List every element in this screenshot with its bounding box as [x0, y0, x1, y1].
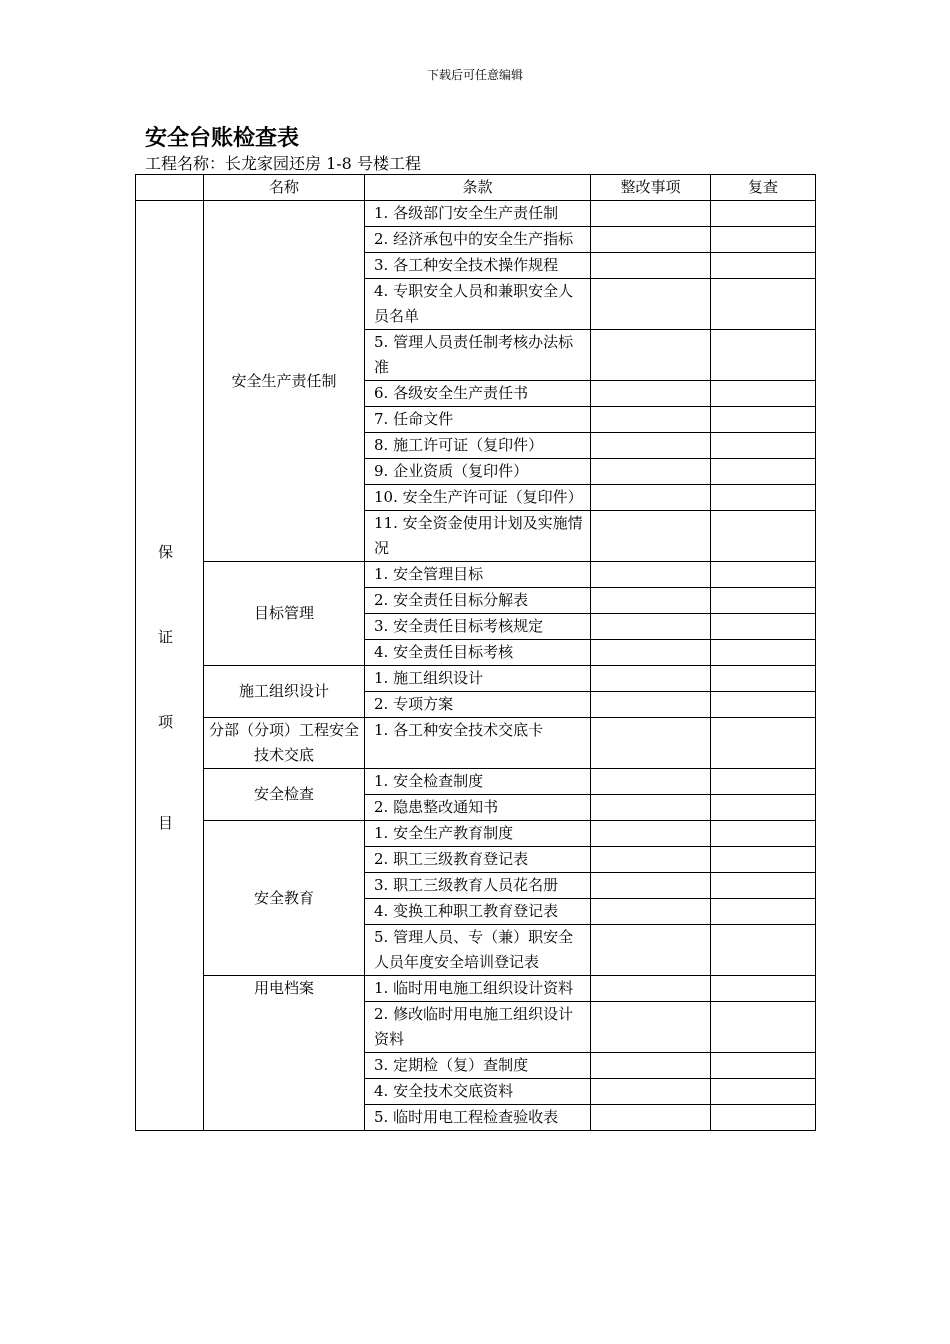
- clause-item: 1. 安全检查制度: [365, 769, 591, 795]
- name-header: 名称: [204, 175, 365, 201]
- recheck-cell[interactable]: [711, 227, 816, 253]
- recheck-cell[interactable]: [711, 1079, 816, 1105]
- clause-item: 7. 任命文件: [365, 407, 591, 433]
- rectification-cell[interactable]: [591, 459, 711, 485]
- group-name: 施工组织设计: [204, 666, 365, 718]
- clause-item: 2. 专项方案: [365, 692, 591, 718]
- rectification-cell[interactable]: [591, 899, 711, 925]
- rectification-cell[interactable]: [591, 1105, 711, 1131]
- clause-item: 2. 隐患整改通知书: [365, 795, 591, 821]
- table-row: [136, 562, 816, 588]
- clause-item: 2. 经济承包中的安全生产指标: [365, 227, 591, 253]
- clause-item: 9. 企业资质（复印件）: [365, 459, 591, 485]
- category-cell: [136, 201, 204, 1131]
- rectification-cell[interactable]: [591, 873, 711, 899]
- table-row: [136, 769, 816, 795]
- recheck-cell[interactable]: [711, 485, 816, 511]
- table-header-row: [136, 175, 816, 201]
- clause-item: 11. 安全资金使用计划及实施情况: [365, 511, 591, 562]
- rectification-cell[interactable]: [591, 640, 711, 666]
- clause-item: 2. 修改临时用电施工组织设计资料: [365, 1002, 591, 1053]
- rectification-cell[interactable]: [591, 1002, 711, 1053]
- recheck-cell[interactable]: [711, 718, 816, 769]
- recheck-cell[interactable]: [711, 640, 816, 666]
- clause-item: 1. 各工种安全技术交底卡: [365, 718, 591, 769]
- category-char: 目: [158, 814, 174, 832]
- page-title: 安全台账检查表: [145, 126, 300, 151]
- rectification-cell[interactable]: [591, 562, 711, 588]
- recheck-cell[interactable]: [711, 795, 816, 821]
- clause-item: 3. 定期检（复）查制度: [365, 1053, 591, 1079]
- clause-item: 1. 临时用电施工组织设计资料: [365, 976, 591, 1002]
- rectification-cell[interactable]: [591, 1053, 711, 1079]
- clause-item: 3. 职工三级教育人员花名册: [365, 873, 591, 899]
- rectification-cell[interactable]: [591, 692, 711, 718]
- group-name: 安全教育: [204, 821, 365, 976]
- recheck-cell[interactable]: [711, 279, 816, 330]
- clause-item: 5. 管理人员、专（兼）职安全人员年度安全培训登记表: [365, 925, 591, 976]
- rectification-cell[interactable]: [591, 253, 711, 279]
- clause-item: 10. 安全生产许可证（复印件）: [365, 485, 591, 511]
- category-header: [136, 175, 204, 201]
- rectification-cell[interactable]: [591, 433, 711, 459]
- rectification-cell[interactable]: [591, 511, 711, 562]
- clause-item: 1. 各级部门安全生产责任制: [365, 201, 591, 227]
- recheck-cell[interactable]: [711, 253, 816, 279]
- clause-header: 条款: [365, 175, 591, 201]
- safety-ledger-table: [135, 174, 816, 1131]
- recheck-cell[interactable]: [711, 381, 816, 407]
- group-name: 安全检查: [204, 769, 365, 821]
- rectification-cell[interactable]: [591, 769, 711, 795]
- group-name: 安全生产责任制: [204, 201, 365, 562]
- rectification-cell[interactable]: [591, 795, 711, 821]
- recheck-cell[interactable]: [711, 821, 816, 847]
- category-char: 保: [158, 543, 174, 561]
- rectification-cell[interactable]: [591, 279, 711, 330]
- rectification-header: 整改事项: [591, 175, 711, 201]
- rectification-cell[interactable]: [591, 718, 711, 769]
- project-name-line: 工程名称：长龙家园还房 1-8 号楼工程: [145, 154, 421, 173]
- table-row: [136, 201, 816, 227]
- clause-item: 5. 管理人员责任制考核办法标准: [365, 330, 591, 381]
- recheck-cell[interactable]: [711, 976, 816, 1002]
- clause-item: 2. 安全责任目标分解表: [365, 588, 591, 614]
- clause-item: 5. 临时用电工程检查验收表: [365, 1105, 591, 1131]
- rectification-cell[interactable]: [591, 1079, 711, 1105]
- table-row: [136, 666, 816, 692]
- recheck-cell[interactable]: [711, 201, 816, 227]
- recheck-cell[interactable]: [711, 330, 816, 381]
- table-row: [136, 718, 816, 769]
- table-row: [136, 976, 816, 1002]
- rectification-cell[interactable]: [591, 847, 711, 873]
- group-name: 用电档案: [204, 976, 365, 1131]
- rectification-cell[interactable]: [591, 588, 711, 614]
- clause-item: 6. 各级安全生产责任书: [365, 381, 591, 407]
- recheck-cell[interactable]: [711, 1002, 816, 1053]
- recheck-cell[interactable]: [711, 873, 816, 899]
- rectification-cell[interactable]: [591, 666, 711, 692]
- rectification-cell[interactable]: [591, 485, 711, 511]
- clause-item: 1. 安全管理目标: [365, 562, 591, 588]
- rectification-cell[interactable]: [591, 227, 711, 253]
- rectification-cell[interactable]: [591, 381, 711, 407]
- recheck-cell[interactable]: [711, 847, 816, 873]
- clause-item: 4. 安全责任目标考核: [365, 640, 591, 666]
- recheck-cell[interactable]: [711, 925, 816, 976]
- clause-item: 8. 施工许可证（复印件）: [365, 433, 591, 459]
- header-note: 下载后可任意编辑: [426, 68, 523, 82]
- rectification-cell[interactable]: [591, 821, 711, 847]
- recheck-cell[interactable]: [711, 511, 816, 562]
- rectification-cell[interactable]: [591, 614, 711, 640]
- table-row: [136, 821, 816, 847]
- rectification-cell[interactable]: [591, 925, 711, 976]
- recheck-header: 复查: [711, 175, 816, 201]
- recheck-cell[interactable]: [711, 459, 816, 485]
- recheck-cell[interactable]: [711, 666, 816, 692]
- clause-item: 4. 安全技术交底资料: [365, 1079, 591, 1105]
- recheck-cell[interactable]: [711, 562, 816, 588]
- rectification-cell[interactable]: [591, 407, 711, 433]
- recheck-cell[interactable]: [711, 407, 816, 433]
- recheck-cell[interactable]: [711, 769, 816, 795]
- group-name: 目标管理: [204, 562, 365, 666]
- recheck-cell[interactable]: [711, 588, 816, 614]
- rectification-cell[interactable]: [591, 201, 711, 227]
- clause-item: 1. 安全生产教育制度: [365, 821, 591, 847]
- clause-item: 3. 各工种安全技术操作规程: [365, 253, 591, 279]
- category-char: 证: [158, 628, 174, 646]
- recheck-cell[interactable]: [711, 433, 816, 459]
- recheck-cell[interactable]: [711, 1105, 816, 1131]
- rectification-cell[interactable]: [591, 330, 711, 381]
- group-name: 分部（分项）工程安全技术交底: [204, 718, 365, 769]
- category-char: 项: [158, 713, 174, 731]
- recheck-cell[interactable]: [711, 614, 816, 640]
- recheck-cell[interactable]: [711, 692, 816, 718]
- clause-item: 4. 专职安全人员和兼职安全人员名单: [365, 279, 591, 330]
- clause-item: 2. 职工三级教育登记表: [365, 847, 591, 873]
- recheck-cell[interactable]: [711, 899, 816, 925]
- clause-item: 3. 安全责任目标考核规定: [365, 614, 591, 640]
- clause-item: 1. 施工组织设计: [365, 666, 591, 692]
- recheck-cell[interactable]: [711, 1053, 816, 1079]
- rectification-cell[interactable]: [591, 976, 711, 1002]
- clause-item: 4. 变换工种职工教育登记表: [365, 899, 591, 925]
